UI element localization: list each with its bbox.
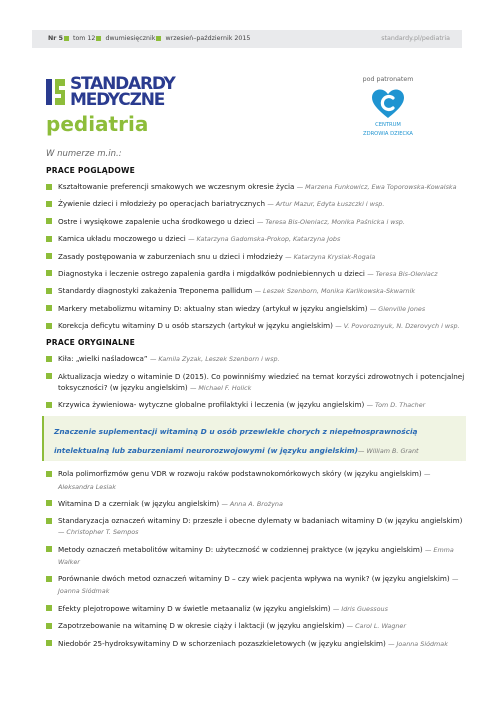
issue-number: Nr 5 bbox=[48, 35, 63, 42]
article-item[interactable]: Metody oznaczeń metabolitów witaminy D: użyteczność w codziennej praktyce (w języku angielskim) — Emma Walker bbox=[46, 544, 466, 568]
article-item[interactable]: Kiła: „wielki naśladowca” — Kamila Zyzak, Leszek Szenborn i wsp. bbox=[46, 353, 466, 365]
bullet-square-icon bbox=[96, 36, 101, 41]
article-item[interactable]: Żywienie dzieci i młodzieży po operacjach bariatrycznych — Artur Mazur, Edyta Łuszczki i wsp. bbox=[46, 198, 466, 210]
article-item[interactable]: Niedobór 25-hydroksywitaminy D w schorzeniach pozaszkieletowych (w języku angielskim) — Joanna Siódmak bbox=[46, 638, 466, 650]
article-item[interactable]: Markery metabolizmu witaminy D: aktualny stan wiedzy (artykuł w języku angielskim) — Glenville Jones bbox=[46, 303, 466, 315]
czd-heart-logo-icon bbox=[370, 88, 406, 120]
section-title-review: PRACE POGLĄDOWE bbox=[46, 166, 135, 175]
bullet-square-icon bbox=[46, 201, 52, 207]
bullet-square-icon bbox=[46, 288, 52, 294]
article-item[interactable]: Diagnostyka i leczenie ostrego zapalenia gardła i migdałków podniebiennych u dzieci — Teresa Bis-Oleniacz bbox=[46, 268, 466, 280]
patronage-block bbox=[352, 76, 424, 138]
logo-mark-icon bbox=[46, 77, 66, 107]
bullet-square-icon bbox=[46, 500, 52, 506]
featured-article[interactable] bbox=[42, 416, 466, 461]
bullet-square-icon bbox=[46, 576, 52, 582]
article-item[interactable]: Kształtowanie preferencji smakowych we wczesnym okresie życia — Marzena Funkowicz, Ewa Toporowska-Kowalska bbox=[46, 181, 466, 193]
table-of-contents bbox=[46, 166, 466, 655]
bullet-square-icon bbox=[46, 253, 52, 259]
article-item[interactable]: Standardy diagnostyki zakażenia Treponema pallidum — Leszek Szenborn, Monika Karlikowska-Skwarnik bbox=[46, 285, 466, 297]
article-item[interactable]: Efekty plejotropowe witaminy D w świetle metaanaliz (w języku angielskim) — Idris Guessous bbox=[46, 603, 466, 615]
article-item[interactable]: Witamina D a czerniak (w języku angielskim) — Anna A. Brożyna bbox=[46, 498, 466, 510]
standardy-medyczne-logo bbox=[46, 76, 216, 110]
bullet-square-icon bbox=[46, 640, 52, 646]
article-item[interactable]: Porównanie dwóch metod oznaczeń witaminy D – czy wiek pacjenta wpływa na wynik? (w języku angielskim) — Joanna Siódmak bbox=[46, 573, 466, 597]
bullet-square-icon bbox=[46, 402, 52, 408]
bullet-square-icon bbox=[46, 356, 52, 362]
patronage-label: pod patronatem bbox=[362, 76, 414, 83]
featured-article-authors: — William B. Grant bbox=[357, 447, 419, 456]
patron-name-line-2: ZDROWIA DZIECKA bbox=[363, 131, 413, 137]
article-item[interactable]: Rola polimorfizmów genu VDR w rozwoju raków podstawnokomórkowych skóry (w języku angielskim) — Aleksandra Lesiak bbox=[46, 468, 466, 492]
bullet-square-icon bbox=[64, 36, 69, 41]
bullet-square-icon bbox=[156, 36, 161, 41]
article-item[interactable]: Korekcja deficytu witaminy D u osób starszych (artykuł w języku angielskim) — V. Povoroznyuk, N. Dzerovych i wsp. bbox=[46, 320, 466, 332]
bullet-square-icon bbox=[46, 518, 52, 524]
bullet-square-icon bbox=[46, 218, 52, 224]
bullet-square-icon bbox=[46, 236, 52, 242]
issue-frequency: dwumiesięcznik bbox=[105, 35, 156, 42]
original-articles-list bbox=[46, 353, 466, 411]
patron-name-line-1: CENTRUM bbox=[375, 122, 401, 128]
featured-article-title: Znaczenie suplementacji witaminą D u osób przewlekle chorych z niepełnosprawnością intelektualną lub zaburzeniami neurorozwojowymi (w języku angielskim) bbox=[54, 427, 418, 456]
article-item[interactable]: Aktualizacja wiedzy o witaminie D (2015). Co powinniśmy wiedzieć na temat korzyści zdrowotnych i potencjalnej toksyczności? (w języku angielskim) — Michael F. Holick bbox=[46, 371, 466, 394]
bullet-square-icon bbox=[46, 546, 52, 552]
issue-period: wrzesień–październik 2015 bbox=[165, 35, 251, 42]
article-item[interactable]: Zapotrzebowanie na witaminę D w okresie ciąży i laktacji (w języku angielskim) — Carol L. Wagner bbox=[46, 620, 466, 632]
original-articles-list-continued bbox=[46, 468, 466, 649]
logo-line-2: MEDYCZNE bbox=[70, 90, 165, 110]
bullet-square-icon bbox=[46, 471, 52, 477]
bullet-square-icon bbox=[46, 184, 52, 190]
issue-volume: tom 12 bbox=[72, 35, 96, 42]
journal-url[interactable]: standardy.pl/pediatria bbox=[381, 35, 450, 42]
issue-bar bbox=[32, 30, 462, 48]
article-item[interactable]: Standaryzacja oznaczeń witaminy D: przeszłe i obecne dylematy w badaniach witaminy D (w języku angielskim) — Christopher T. Sempos bbox=[46, 515, 466, 538]
article-item[interactable]: Krzywica żywieniowa- wytyczne globalne profilaktyki i leczenia (w języku angielskim) — Tom D. Thacher bbox=[46, 399, 466, 411]
section-title-original: PRACE ORYGINALNE bbox=[46, 338, 135, 348]
bullet-square-icon bbox=[46, 623, 52, 629]
issue-intro: W numerze m.in.: bbox=[46, 149, 122, 159]
article-item[interactable]: Zasady postępowania w zaburzeniach snu u dzieci i młodzieży — Katarzyna Krysiak-Rogala bbox=[46, 251, 466, 263]
bullet-square-icon bbox=[46, 605, 52, 611]
logo-line-1: STANDARDY bbox=[70, 74, 175, 94]
bullet-square-icon bbox=[46, 305, 52, 311]
bullet-square-icon bbox=[46, 373, 52, 379]
article-item[interactable]: Kamica układu moczowego u dzieci — Katarzyna Gadomska-Prokop, Katarzyna Jobs bbox=[46, 233, 466, 245]
bullet-square-icon bbox=[46, 270, 52, 276]
review-articles-list bbox=[46, 181, 466, 332]
journal-title: pediatria bbox=[46, 112, 149, 136]
issue-info bbox=[48, 35, 250, 42]
bullet-square-icon bbox=[46, 323, 52, 329]
article-item[interactable]: Ostre i wysiękowe zapalenie ucha środkowego u dzieci — Teresa Bis-Oleniacz, Monika Paśnicka i wsp. bbox=[46, 216, 466, 228]
